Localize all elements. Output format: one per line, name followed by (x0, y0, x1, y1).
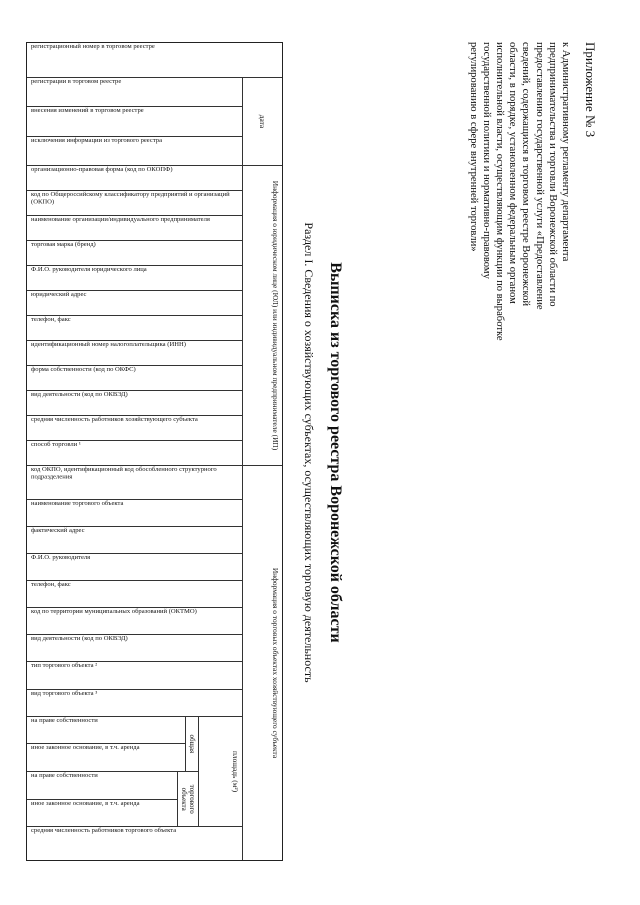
col-subject-trade-method (27, 440, 242, 465)
col-subject-okpo (27, 190, 242, 215)
col-object-oktmo (27, 607, 242, 634)
col-object-oktmo-label: код по территории муниципальных образований (ОКТМО) (31, 608, 197, 616)
annex-text: к Административному регламенту департамента предпринимательства и торговли Воронежской области по предоставлению государственной услуги «Предоставление сведений, содержащихся в торговом реестре Воронежской области, в порядке, установленном федеральным органом исполнительной власти, осуществляющим функции по выработке государственной политики и нормативно-правовому регулированию в сфере внутренней торговли» (467, 42, 571, 341)
col-date-exclusion-label: исключения информации из торгового реестра (31, 136, 163, 144)
col-object-name (27, 499, 242, 526)
col-object-avg-workers-label: средняя численность работников торгового объекта (31, 827, 177, 835)
col-subject-avg-workers-label: средняя численность работников хозяйствующего субъекта (31, 416, 198, 423)
col-area-object-other-label: иное законное основание, в т.ч. аренда (31, 799, 140, 807)
col-subject-legal-address (27, 290, 242, 315)
col-area-total-other (27, 743, 185, 771)
col-subject-trade-method-label: способ торговли ¹ (31, 441, 81, 448)
col-subject-ownership-label: форма собственности (код по ОКФС) (31, 366, 136, 373)
col-object-address-label: фактический адрес (31, 526, 85, 534)
col-area-total-owned-label: на праве собственности (31, 716, 98, 724)
date-group-label: дата (242, 78, 282, 165)
col-object-avg-workers (27, 826, 242, 860)
col-date-changes-label: внесения изменений в торговом реестре (31, 107, 144, 115)
col-date-registration-label: регистрации в торговом реестре (31, 78, 122, 85)
col-subject-name (27, 215, 242, 240)
col-area-total-owned (27, 717, 185, 744)
subject-group-label: Информация о юридическом лице (ЮЛ) или индивидуальном предпринимателе (ИП) (242, 166, 282, 465)
col-object-phone-label: телефон, факс (31, 581, 71, 589)
col-subject-director (27, 265, 242, 290)
col-object-kind-label: вид торгового объекта ³ (31, 689, 98, 697)
col-area-object-owned (27, 772, 177, 799)
object-group-label: Информация о торговых объектах хозяйствующего субъекта (242, 466, 282, 860)
col-subject-legal-form (27, 166, 242, 190)
document-title: Выписка из торгового реестра Воронежской области (327, 262, 344, 643)
area-object-label: торгового объекта (177, 772, 198, 826)
area-total-subgroup (27, 717, 198, 771)
area-group-label: площадь (м²) (198, 717, 242, 827)
annex-title: Приложение № 3 (583, 42, 598, 138)
col-subject-okpo-label: код по Общероссийскому классификатору предприятий и организаций (ОКПО) (31, 191, 230, 206)
subject-group (27, 165, 282, 465)
col-object-kind (27, 689, 242, 716)
date-group (27, 77, 282, 165)
col-object-okved (27, 634, 242, 661)
col-subject-phone (27, 315, 242, 340)
object-group (27, 465, 282, 860)
col-subject-legal-address-label: юридический адрес (31, 291, 87, 298)
col-subject-legal-form-label: организационно-правовая форма (код по ОКОПФ) (31, 166, 173, 173)
col-object-director (27, 553, 242, 580)
col-date-changes (27, 106, 242, 135)
col-object-okved-label: вид деятельности (код по ОКВЭД) (31, 635, 128, 643)
col-area-total-other-label: иное законное основание, в т.ч. аренда (31, 744, 140, 752)
col-subject-name-label: наименование организации/индивидуального предпринимателя (31, 216, 210, 223)
col-subject-phone-label: телефон, факс (31, 316, 71, 323)
col-area-object-owned-label: на праве собственности (31, 772, 98, 780)
annex-block (466, 42, 598, 342)
col-object-director-label: Ф.И.О. руководителя (31, 553, 91, 561)
col-subject-inn-label: идентификационный номер налогоплательщика (ИНН) (31, 341, 186, 348)
col-subject-brand (27, 240, 242, 265)
col-object-type (27, 661, 242, 688)
col-subject-director-label: Ф.И.О. руководителя юридического лица (31, 266, 147, 273)
registry-table (26, 42, 283, 861)
area-object-subgroup (27, 771, 198, 826)
area-total-label: общая (185, 717, 198, 771)
col-date-exclusion (27, 136, 242, 165)
col-reg-number (27, 43, 282, 77)
col-subject-inn (27, 340, 242, 365)
col-subject-avg-workers (27, 415, 242, 440)
col-object-phone (27, 580, 242, 607)
col-object-name-label: наименование торгового объекта (31, 499, 124, 507)
col-area-object-other (27, 799, 177, 827)
col-subject-ownership (27, 365, 242, 390)
col-object-address (27, 526, 242, 553)
col-reg-number-label: регистрационный номер в торговом реестре (31, 43, 155, 50)
col-object-okpo (27, 466, 242, 499)
area-group (27, 716, 242, 827)
col-subject-brand-label: торговая марка (бренд) (31, 241, 96, 248)
col-date-registration (27, 78, 242, 106)
section-title: Раздел I. Сведения о хозяйствующих субъектах, осуществляющих торговую деятельность (302, 222, 316, 683)
col-subject-okved (27, 390, 242, 415)
col-object-okpo-label: код ОКПО, идентификационный код обособленного структурного подразделения (31, 466, 217, 481)
col-subject-okved-label: вид деятельности (код по ОКВЭД) (31, 391, 128, 398)
col-object-type-label: тип торгового объекта ² (31, 662, 98, 670)
